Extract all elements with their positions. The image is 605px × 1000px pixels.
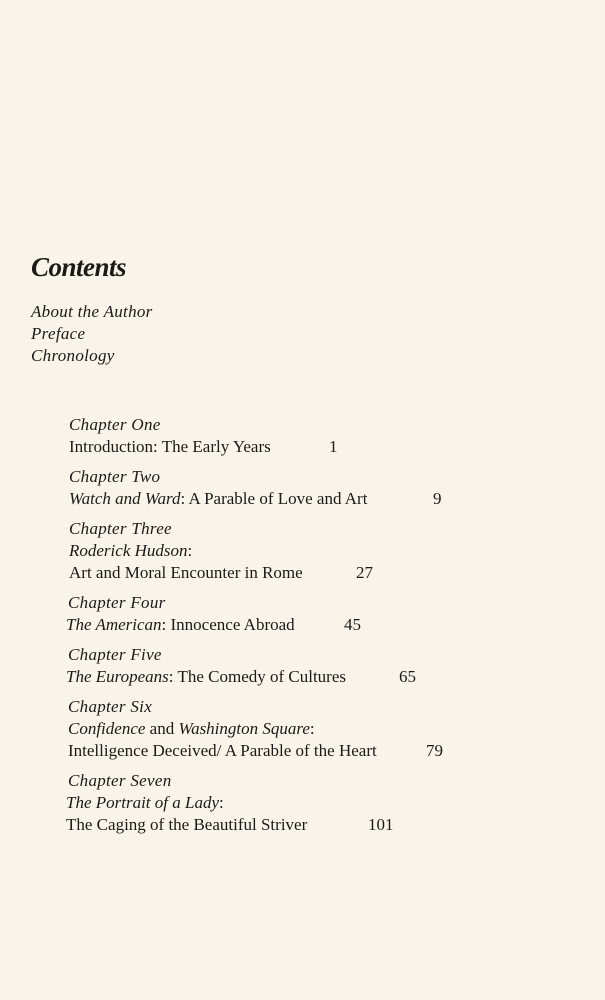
chapter-title xyxy=(69,488,605,510)
chapter-title-rest: : xyxy=(187,541,193,560)
chapter-label: Chapter Four xyxy=(68,593,166,612)
front-matter-about-author: About the Author xyxy=(31,302,153,321)
page-number: 9 xyxy=(433,489,442,508)
chapter-title-italic: The American xyxy=(66,615,162,634)
page-number: 65 xyxy=(399,667,416,686)
chapter-subtitle: Art and Moral Encounter in Rome xyxy=(69,563,303,582)
page-number: 101 xyxy=(368,815,394,834)
front-matter-preface: Preface xyxy=(31,324,86,343)
chapter-title-mid: and xyxy=(145,719,179,738)
chapter-entry-5 xyxy=(0,644,605,688)
chapter-list xyxy=(0,414,605,844)
chapter-title-rest: : A Parable of Love and Art xyxy=(180,489,368,508)
front-matter-list xyxy=(31,301,153,367)
contents-heading: Contents xyxy=(31,252,127,282)
chapter-title xyxy=(66,614,605,636)
chapter-label: Chapter Five xyxy=(68,645,162,664)
chapter-title xyxy=(69,540,605,562)
chapter-title-italic: Roderick Hudson xyxy=(69,541,188,560)
chapter-subtitle: The Caging of the Beautiful Striver xyxy=(66,815,308,834)
chapter-label: Chapter One xyxy=(69,415,161,434)
chapter-title xyxy=(68,718,605,740)
chapter-title-italic: Watch and Ward xyxy=(69,489,181,508)
chapter-entry-4 xyxy=(0,592,605,636)
page-number: 45 xyxy=(344,615,361,634)
front-matter-chronology: Chronology xyxy=(31,346,115,365)
chapter-label: Chapter Two xyxy=(69,467,161,486)
chapter-subtitle: Intelligence Deceived/ A Parable of the Heart xyxy=(68,741,377,760)
chapter-title-italic-2: Washington Square xyxy=(178,719,310,738)
chapter-entry-3 xyxy=(0,518,605,584)
chapter-entry-7 xyxy=(0,770,605,836)
chapter-entry-2 xyxy=(0,466,605,510)
chapter-title-rest: : Innocence Abroad xyxy=(161,615,295,634)
chapter-title-text: Introduction: The Early Years xyxy=(69,437,271,456)
chapter-title-italic: The Portrait of a Lady xyxy=(66,793,220,812)
chapter-title-rest: : xyxy=(219,793,224,812)
chapter-title-italic: The Europeans xyxy=(66,667,169,686)
chapter-title-rest: : The Comedy of Cultures xyxy=(168,667,347,686)
page-number: 79 xyxy=(426,741,443,760)
page-number: 1 xyxy=(329,437,338,456)
chapter-title xyxy=(66,792,605,814)
chapter-title-italic: Confidence xyxy=(68,719,146,738)
chapter-label: Chapter Six xyxy=(68,697,153,716)
chapter-label: Chapter Seven xyxy=(68,771,172,790)
chapter-label: Chapter Three xyxy=(69,519,172,538)
chapter-title-rest: : xyxy=(309,719,315,738)
chapter-entry-6 xyxy=(0,696,605,762)
chapter-entry-1 xyxy=(0,414,605,458)
chapter-title xyxy=(66,666,605,688)
page-number: 27 xyxy=(356,563,373,582)
